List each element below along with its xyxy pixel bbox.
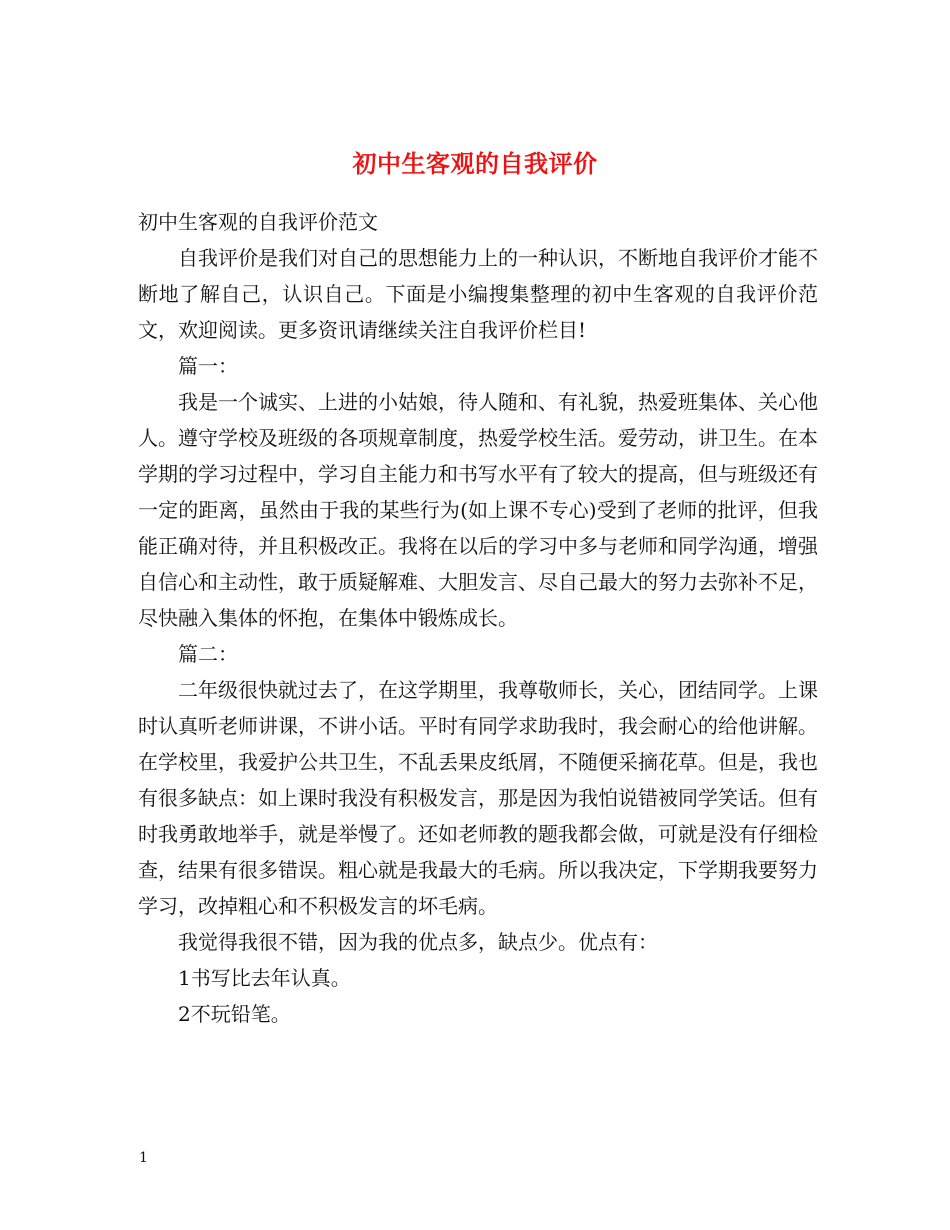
document-title: 初中生客观的自我评价	[352, 149, 598, 179]
document-subtitle: 初中生客观的自我评价范文	[138, 210, 378, 234]
section-heading-two: 篇二：	[178, 642, 238, 666]
section-two-paragraph: 二年级很快就过去了，在这学期里，我尊敬师长，关心，团结同学。上课时认真听老师讲课，不讲小话。平时有同学求助我时，我会耐心的给他讲解。在学校里，我爱护公共卫生，不乱丢果皮纸屑，不随便采摘花草。但是，我也有很多缺点：如上课时我没有积极发言，那是因为我怕说错被同学笑话。但有时我勇敢地举手，就是举慢了。还如老师教的题我都会做，可就是没有仔细检查，结果有很多错误。粗心就是我最大的毛病。所以我决定，下学期我要努力学习，改掉粗心和不积极发言的坏毛病。	[138, 678, 818, 918]
section-heading-one: 篇一：	[178, 354, 238, 378]
page-number: 1	[139, 1150, 148, 1166]
strength-item-2: 2不玩铅笔。	[178, 1002, 291, 1026]
document-body	[138, 204, 818, 1032]
strengths-intro-paragraph: 我觉得我很不错，因为我的优点多，缺点少。优点有：	[178, 930, 658, 954]
strength-item-1: 1书写比去年认真。	[178, 966, 351, 990]
section-one-paragraph: 我是一个诚实、上进的小姑娘，待人随和、有礼貌，热爱班集体、关心他人。遵守学校及班级的各项规章制度，热爱学校生活。爱劳动，讲卫生。在本学期的学习过程中，学习自主能力和书写水平有了较大的提高，但与班级还有一定的距离，虽然由于我的某些行为(如上课不专心)受到了老师的批评，但我能正确对待，并且积极改正。我将在以后的学习中多与老师和同学沟通，增强自信心和主动性，敢于质疑解难、大胆发言、尽自己最大的努力去弥补不足，尽快融入集体的怀抱，在集体中锻炼成长。	[138, 390, 818, 630]
intro-paragraph: 自我评价是我们对自己的思想能力上的一种认识，不断地自我评价才能不断地了解自己，认识自己。下面是小编搜集整理的初中生客观的自我评价范文，欢迎阅读。更多资讯请继续关注自我评价栏目!	[138, 246, 818, 342]
